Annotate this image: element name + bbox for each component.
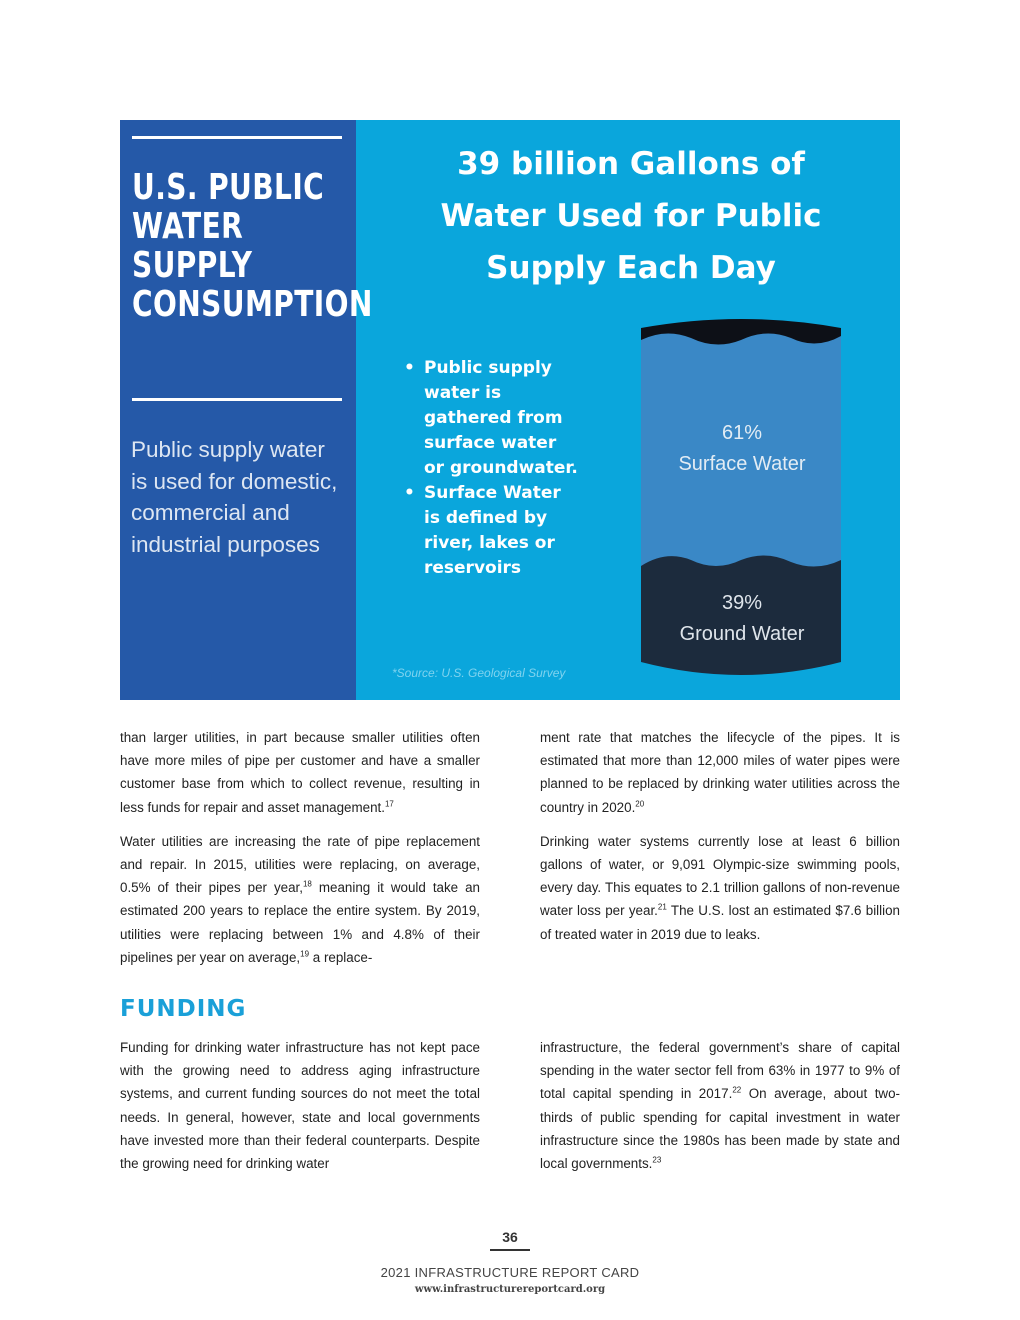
bullet-item: • Surface Water is defined by river, lakes or reservoirs <box>402 481 582 581</box>
paragraph <box>540 830 900 946</box>
footnote-ref: 22 <box>732 1085 742 1095</box>
paragraph-text: ment rate that matches the lifecycle of the pipes. It is estimated that more than 12,000 miles of water pipes were planned to be replaced by drinking water utilities across the country in 2020. <box>540 730 900 815</box>
infographic-left-panel <box>120 120 373 700</box>
panel-title-line: CONSUMPTION <box>132 284 373 325</box>
panel-title-line: SUPPLY <box>132 245 253 286</box>
footnote-ref: 23 <box>652 1155 662 1165</box>
infographic-bullets <box>402 356 582 581</box>
paragraph-text: Water utilities are increasing the rate of pipe replacement and repair. In 2015, utilities were replacing, on average, 0.5% of their pipes per year, <box>120 833 480 896</box>
ground-water-label <box>642 588 842 650</box>
footnote-ref: 19 <box>300 949 310 959</box>
surface-water-label <box>642 418 842 480</box>
footnote-ref: 18 <box>302 879 312 889</box>
title-line: Supply Each Day <box>486 250 776 286</box>
paragraph-text: Drinking water systems currently lose at least 6 billion gallons of water, or 9,091 Olympic-size swimming pools, every day. This equates to 2.1 trillion gallons of non-revenue water loss per year. <box>540 833 900 919</box>
body-column-1 <box>120 726 480 969</box>
funding-heading: FUNDING <box>120 996 247 1022</box>
footnote-ref: 20 <box>635 799 645 809</box>
footnote-ref: 21 <box>657 902 667 912</box>
paragraph <box>120 1036 480 1175</box>
footnote-ref: 17 <box>384 799 394 809</box>
paragraph-text: than larger utilities, in part because smaller utilities often have more miles of pipe per customer and have a smaller customer base from which to collect revenue, resulting in less funds for repair and asset management. <box>120 730 480 815</box>
ground-water-percent: 39% <box>721 592 763 614</box>
page-number: 36 <box>490 1229 530 1251</box>
paragraph-text: meaning it would take an estimated 200 years to replace the entire system. By 2019, utilities were replacing between 1% and 4.8% of their pipelines per year on average, <box>120 880 480 965</box>
body-column-3 <box>120 1036 480 1175</box>
panel-title-line: WATER <box>132 206 244 247</box>
body-column-4 <box>540 1036 900 1175</box>
paragraph <box>540 1036 900 1175</box>
title-line: Water Used for Public <box>440 198 822 234</box>
body-column-2 <box>540 726 900 946</box>
paragraph <box>540 726 900 819</box>
panel-description: Public supply water is used for domestic, commercial and industrial purposes <box>131 437 338 557</box>
top-divider <box>132 136 342 139</box>
footer-title: 2021 INFRASTRUCTURE REPORT CARD <box>380 1265 640 1280</box>
bullet-item: • Public supply water is gathered from surface water or groundwater. <box>402 356 582 481</box>
paragraph-text: On average, about two-thirds of public spending for capital investment in water infrastructure since the 1980s has been made by state and local governments. <box>540 1086 900 1172</box>
ground-water-text: Ground Water <box>679 623 805 645</box>
infographic-title <box>376 138 886 294</box>
paragraph-text: a replace- <box>309 949 373 965</box>
panel-title <box>132 167 373 325</box>
paragraph-text: Funding for drinking water infrastructure has not kept pace with the growing need to address aging infrastructure systems, and current funding sources do not meet the total needs. In general, however, state and local governments have invested more than their federal counterparts. Despite the growing need for drinking water <box>120 1040 480 1172</box>
footer-url[interactable]: www.infrastructurereportcard.org <box>414 1284 606 1295</box>
paragraph <box>120 726 480 819</box>
title-line: 39 billion Gallons of <box>457 146 805 182</box>
water-supply-infographic <box>120 120 900 700</box>
paragraph <box>120 830 480 969</box>
bottom-divider <box>132 398 342 401</box>
panel-title-line: U.S. PUBLIC <box>132 167 325 208</box>
surface-water-text: Surface Water <box>678 453 806 475</box>
paragraph-text: infrastructure, the federal government’s share of capital spending in the water sector fell from 63% in 1977 to 9% of total capital spending in 2017. <box>540 1040 900 1102</box>
source-note: *Source: U.S. Geological Survey <box>392 666 566 680</box>
surface-water-percent: 61% <box>721 422 763 444</box>
paragraph-text: The U.S. lost an estimated $7.6 billion of treated water in 2019 due to leaks. <box>540 903 900 942</box>
